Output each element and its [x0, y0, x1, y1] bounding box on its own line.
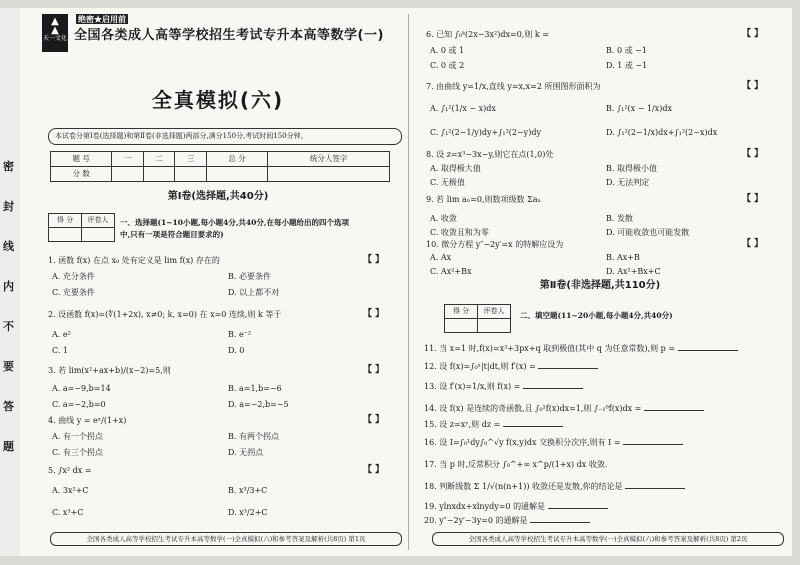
option: D. Ax²+Bx+C [606, 267, 661, 276]
question-4: 4. 曲线 y = eˣ/(1+x) [48, 416, 127, 425]
option: B. 有两个拐点 [228, 432, 279, 441]
grader-box [444, 304, 511, 333]
sub-title: 全真模拟(六) [151, 88, 285, 112]
grader-label: 评卷人 [82, 214, 115, 228]
page-footer: 全国各类成人高等学校招生考试专升本高等数学(一)全真模拟(六)和参考答案及解析(共8页) 第2页 [432, 532, 784, 546]
answer-bracket[interactable]: 【 】 [742, 81, 764, 91]
grader-label: 评卷人 [478, 305, 511, 319]
binding-char: 题 [3, 440, 14, 453]
answer-bracket[interactable]: 【 】 [363, 365, 385, 375]
answer-blank[interactable] [503, 420, 563, 427]
option: A. 取得极大值 [430, 164, 481, 173]
page-right [420, 8, 780, 556]
option: A. 0 或 1 [430, 46, 465, 55]
score-table [50, 151, 390, 182]
option: B. 发散 [606, 214, 633, 223]
option: B. 取得极小值 [606, 164, 657, 173]
fill-question: 16. 设 I=∫₀¹dy∫₀^√y f(x,y)dx 交换积分次序,则有 I = [424, 438, 683, 448]
question-5: 5. ∫x² dx = [48, 466, 92, 475]
secret-label: 绝密★启用前 [78, 14, 126, 24]
option: A. e² [52, 330, 71, 339]
option: B. e⁻² [228, 330, 252, 339]
option: D. 无法判定 [606, 178, 650, 187]
question-8: 8. 设 z=x³−3x−y,则它在点(1,0)处 [426, 150, 554, 159]
option: D. 0 [228, 346, 245, 355]
answer-bracket[interactable]: 【 】 [363, 255, 385, 265]
score-cell: 二 [143, 152, 175, 167]
option: A. ∫₁²(1/x − x)dx [430, 104, 496, 113]
publisher-logo: ▲ ▲ 天一文化 [42, 14, 68, 52]
answer-blank[interactable] [678, 344, 738, 351]
score-cell: 分 数 [51, 167, 112, 182]
grader-box [48, 213, 115, 242]
option: C. x³+C [52, 508, 84, 517]
score-cell: 题 号 [51, 152, 112, 167]
fill-question: 19. ylnxdx+xlnydy=0 的通解是 [424, 502, 608, 512]
answer-bracket[interactable]: 【 】 [742, 239, 764, 249]
option: B. 0 或 −1 [606, 46, 647, 55]
binding-char: 封 [3, 200, 14, 213]
question-10: 10. 微分方程 y″−2y′=x 的特解应设为 [426, 240, 564, 249]
fill-question: 11. 当 x=1 时,f(x)=x³+3px+q 取到极值(其中 q 为任意常数),则 p = [424, 344, 738, 354]
score-cell: 统分人签字 [268, 152, 390, 167]
binding-char: 线 [3, 240, 14, 253]
answer-blank[interactable] [625, 482, 685, 489]
option: D. 1 或 −1 [606, 61, 648, 70]
option: C. a=−2,b=0 [52, 400, 106, 409]
page-footer: 全国各类成人高等学校招生考试专升本高等数学(一)全真模拟(六)和参考答案及解析(共8页) 第1页 [50, 532, 402, 546]
main-title: 全国各类成人高等学校招生考试专升本高等数学(一) [74, 28, 384, 43]
part2-title: 第Ⅱ卷(非选择题,共110分) [539, 280, 661, 291]
question-7: 7. 由曲线 y=1/x,直线 y=x,x=2 所围图形面积为 [426, 82, 601, 91]
grader-cell[interactable] [82, 228, 115, 242]
option: D. a=−2,b=−5 [228, 400, 289, 409]
option: A. 有一个拐点 [52, 432, 103, 441]
option: C. 有三个拐点 [52, 448, 103, 457]
option: B. a=1,b=−6 [228, 384, 282, 393]
score-cell[interactable] [206, 167, 267, 182]
page-divider [408, 14, 409, 550]
option: D. 可能收敛也可能发散 [606, 228, 690, 237]
section1-heading: 一、选择题(1~10小题,每小题4分,共40分,在每小题给出的四个选项 [120, 218, 349, 227]
option: C. 充要条件 [52, 288, 95, 297]
option: B. x³/3+C [228, 486, 268, 495]
binding-char: 要 [3, 360, 14, 373]
answer-blank[interactable] [623, 438, 683, 445]
section1-heading-cont: 中,只有一项是符合题目要求的) [120, 230, 224, 239]
answer-blank[interactable] [548, 502, 608, 509]
option: C. 无极值 [430, 178, 465, 187]
answer-bracket[interactable]: 【 】 [363, 415, 385, 425]
score-cell[interactable] [112, 167, 144, 182]
score-cell: 一 [112, 152, 144, 167]
grader-label: 得 分 [49, 214, 82, 228]
option: D. ∫₁²(2−1/x)dx+∫₁²(2−x)dx [606, 128, 718, 137]
option: A. 3x²+C [52, 486, 89, 495]
section2-heading: 二、填空题(11~20小题,每小题4分,共40分) [520, 311, 673, 320]
fill-question: 18. 判断级数 Σ 1/√(n(n+1)) 收敛还是发散,你的结论是 [424, 482, 685, 492]
part1-title: 第Ⅰ卷(选择题,共40分) [167, 191, 269, 202]
grader-label: 得 分 [445, 305, 478, 319]
answer-blank[interactable] [530, 516, 590, 523]
fill-question: 20. y″−2y′−3y=0 的通解是 [424, 516, 590, 526]
fill-question: 15. 设 z=xʸ,则 dz = [424, 420, 563, 430]
option: B. Ax+B [606, 253, 640, 262]
score-cell[interactable] [175, 167, 207, 182]
exam-sheet [20, 8, 792, 556]
option: A. 收敛 [430, 214, 457, 223]
option: C. 收敛且和为零 [430, 228, 489, 237]
fill-question: 14. 设 f(x) 是连续的奇函数,且 ∫₀¹f(x)dx=1,则 ∫₋₁⁰f(x)dx = [424, 404, 704, 414]
option: C. 1 [52, 346, 69, 355]
question-3: 3. 若 lim(x²+ax+b)/(x−2)=5,则 [48, 366, 171, 375]
answer-blank[interactable] [644, 404, 704, 411]
answer-bracket[interactable]: 【 】 [742, 29, 764, 39]
answer-bracket[interactable]: 【 】 [742, 194, 764, 204]
question-1: 1. 函数 f(x) 在点 x₀ 处有定义是 lim f(x) 存在的 [48, 256, 220, 265]
page-left [38, 8, 398, 556]
option: C. 0 或 2 [430, 61, 465, 70]
fill-question: 12. 设 f(x)=∫₀ˣ|t|dt,则 f′(x) = [424, 362, 598, 372]
binding-margin [0, 8, 21, 556]
option: D. x³/2+C [228, 508, 268, 517]
answer-bracket[interactable]: 【 】 [363, 465, 385, 475]
question-9: 9. 若 lim aₙ=0,则数项级数 Σaₙ [426, 195, 541, 204]
score-cell[interactable] [268, 167, 390, 182]
option: C. ∫₁²(2−1/y)dy+∫₁²(2−y)dy [430, 128, 541, 137]
binding-char: 密 [3, 160, 14, 173]
score-cell[interactable] [143, 167, 175, 182]
grader-cell[interactable] [445, 319, 478, 333]
fill-question: 13. 设 f′(x)=1/x,则 f(x) = [424, 382, 583, 392]
score-cell: 三 [175, 152, 207, 167]
grader-cell[interactable] [478, 319, 511, 333]
option: B. 必要条件 [228, 272, 271, 281]
score-cell: 总 分 [206, 152, 267, 167]
option: B. ∫₁²(x − 1/x)dx [606, 104, 673, 113]
option: A. 充分条件 [52, 272, 95, 281]
binding-char: 不 [3, 320, 14, 333]
question-6: 6. 已知 ∫₀ᵏ(2x−3x²)dx=0,则 k = [426, 30, 549, 39]
grader-cell[interactable] [49, 228, 82, 242]
option: A. Ax [430, 253, 452, 262]
option: C. Ax²+Bx [430, 267, 472, 276]
option: A. a=−9,b=14 [52, 384, 111, 393]
answer-blank[interactable] [538, 362, 598, 369]
binding-char: 答 [3, 400, 14, 413]
exam-notice: 本试卷分第Ⅰ卷(选择题)和第Ⅱ卷(非选择题)两部分,满分150分,考试时间150分钟。 [48, 128, 402, 145]
answer-bracket[interactable]: 【 】 [363, 309, 385, 319]
fill-question: 17. 当 p 时,反常积分 ∫₀^+∞ x^p/(1+x) dx 收敛. [424, 460, 608, 469]
option: D. 以上都不对 [228, 288, 280, 297]
option: D. 无拐点 [228, 448, 264, 457]
answer-bracket[interactable]: 【 】 [742, 149, 764, 159]
answer-blank[interactable] [523, 382, 583, 389]
question-2: 2. 设函数 f(x)=(∜(1+2x), x≠0; k, x=0) 在 x=0 连续,则 k 等于 [48, 310, 282, 319]
binding-char: 内 [3, 280, 14, 293]
